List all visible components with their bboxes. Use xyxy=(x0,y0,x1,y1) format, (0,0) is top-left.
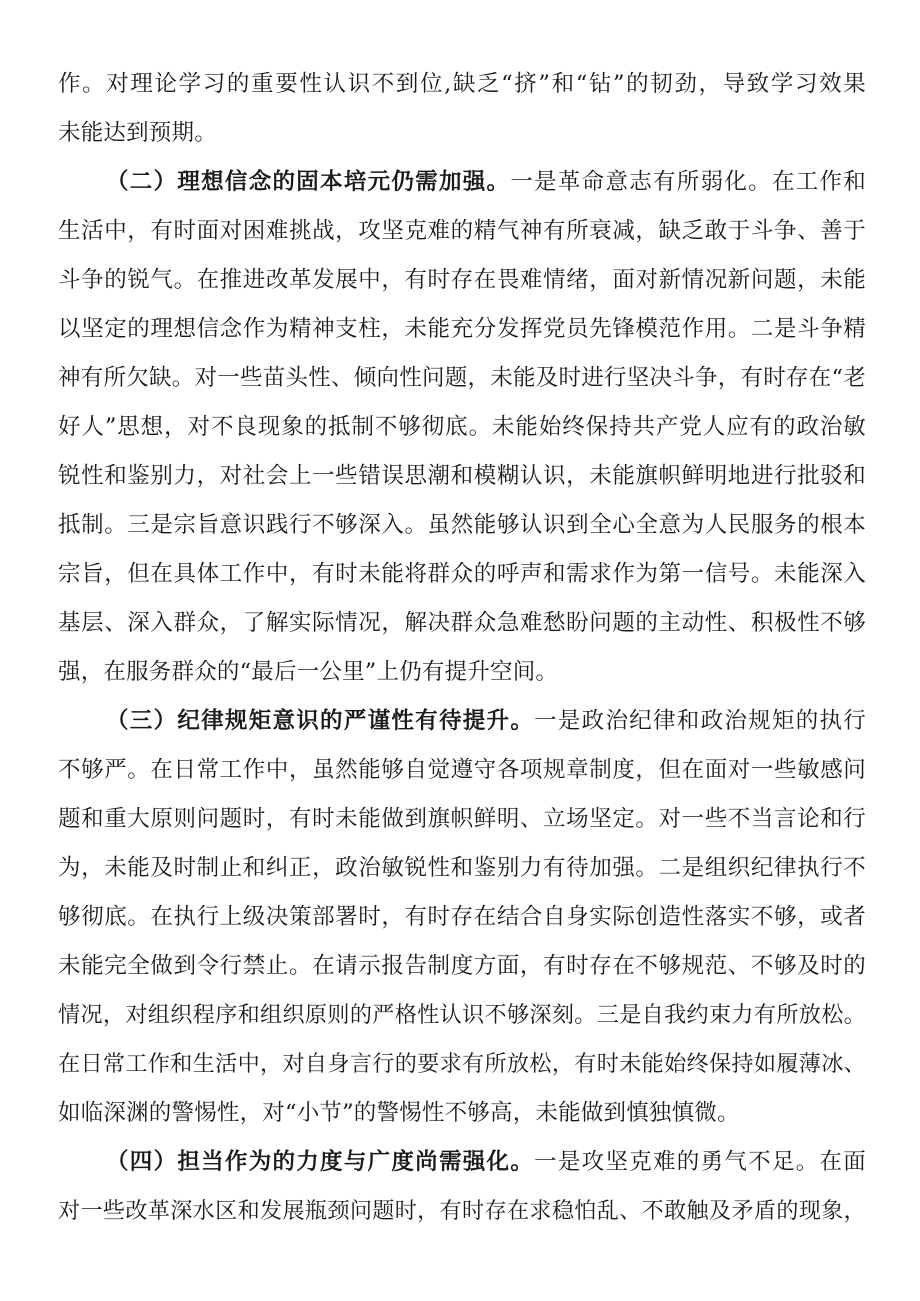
text-line-11 xyxy=(58,550,866,599)
text-line-10 xyxy=(58,501,866,550)
line-18-text: 够彻底。在执行上级决策部署时，有时存在结合自身实际创造性落实不够，或者 xyxy=(58,904,866,930)
section-3-heading: （三）纪律规矩意识的严谨性有待提升。 xyxy=(106,708,535,734)
line-10-text: 抵制。三是宗旨意识践行不够深入。虽然能够认识到全心全意为人民服务的根本 xyxy=(58,512,866,538)
section-3-heading-line xyxy=(58,697,866,746)
line-9-text: 锐性和鉴别力，对社会上一些错误思潮和模糊认识，未能旗帜鲜明地进行批驳和 xyxy=(58,463,866,489)
text-line-4 xyxy=(58,207,866,256)
line-15-text: 不够严。在日常工作中，虽然能够自觉遵守各项规章制度，但在面对一些敏感问 xyxy=(58,757,866,783)
line-11-text: 宗旨，但在具体工作中，有时未能将群众的呼声和需求作为第一信号。未能深入 xyxy=(58,561,866,587)
line-23-text: 一是攻坚克难的勇气不足。在面 xyxy=(534,1149,866,1175)
text-line-22 xyxy=(58,1089,866,1138)
text-line-21 xyxy=(58,1040,866,1089)
line-21-text: 在日常工作和生活中，对自身言行的要求有所放松，有时未能始终保持如履薄冰、 xyxy=(58,1051,866,1077)
text-line-16 xyxy=(58,795,866,844)
line-8-text: 好人”思想，对不良现象的抵制不够彻底。未能始终保持共产党人应有的政治敏 xyxy=(58,414,866,440)
text-line-1 xyxy=(58,60,866,109)
text-line-8 xyxy=(58,403,866,452)
text-line-18 xyxy=(58,893,866,942)
text-line-5 xyxy=(58,256,866,305)
line-16-text: 题和重大原则问题时，有时未能做到旗帜鲜明、立场坚定。对一些不当言论和行 xyxy=(58,806,866,832)
line-4-text: 生活中，有时面对困难挑战，攻坚克难的精气神有所衰减，缺乏敢于斗争、善于 xyxy=(58,218,866,244)
line-3-text: 一是革命意志有所弱化。在工作和 xyxy=(510,169,866,195)
line-13-text: 强，在服务群众的“最后一公里”上仍有提升空间。 xyxy=(58,659,559,685)
text-line-7 xyxy=(58,354,866,403)
text-line-20 xyxy=(58,991,866,1040)
line-6-text: 以坚定的理想信念作为精神支柱，未能充分发挥党员先锋模范作用。二是斗争精 xyxy=(58,316,866,342)
line-5-text: 斗争的锐气。在推进改革发展中，有时存在畏难情绪，面对新情况新问题，未能 xyxy=(58,267,866,293)
line-17-text: 为，未能及时制止和纠正，政治敏锐性和鉴别力有待加强。二是组织纪律执行不 xyxy=(58,855,866,881)
text-line-9 xyxy=(58,452,866,501)
text-line-6 xyxy=(58,305,866,354)
section-2-heading: （二）理想信念的固本培元仍需加强。 xyxy=(106,169,511,195)
text-line-24 xyxy=(58,1187,866,1236)
line-7-text: 神有所欠缺。对一些苗头性、倾向性问题，未能及时进行坚决斗争，有时存在“老 xyxy=(58,365,866,391)
text-line-17 xyxy=(58,844,866,893)
document-page xyxy=(58,60,866,1236)
line-14-text: 一是政治纪律和政治规矩的执行 xyxy=(534,708,866,734)
section-2-heading-line xyxy=(58,158,866,207)
text-line-19 xyxy=(58,942,866,991)
text-line-2 xyxy=(58,109,866,158)
text-line-13 xyxy=(58,648,866,697)
line-2-text: 未能达到预期。 xyxy=(58,120,217,146)
line-1-text: 作。对理论学习的重要性认识不到位,缺乏“挤”和“钻”的韧劲，导致学习效果 xyxy=(58,71,866,97)
line-12-text: 基层、深入群众，了解实际情况，解决群众急难愁盼问题的主动性、积极性不够 xyxy=(58,610,866,636)
line-24-text: 对一些改革深水区和发展瓶颈问题时，有时存在求稳怕乱、不敢触及矛盾的现象， xyxy=(58,1198,866,1224)
text-line-15 xyxy=(58,746,866,795)
line-22-text: 如临深渊的警惕性，对“小节”的警惕性不够高，未能做到慎独慎微。 xyxy=(58,1100,740,1126)
text-line-12 xyxy=(58,599,866,648)
line-19-text: 未能完全做到令行禁止。在请示报告制度方面，有时存在不够规范、不够及时的 xyxy=(58,953,866,979)
line-20-text: 情况，对组织程序和组织原则的严格性认识不够深刻。三是自我约束力有所放松。 xyxy=(58,1002,866,1028)
section-4-heading: （四）担当作为的力度与广度尚需强化。 xyxy=(106,1149,535,1175)
section-4-heading-line xyxy=(58,1138,866,1187)
